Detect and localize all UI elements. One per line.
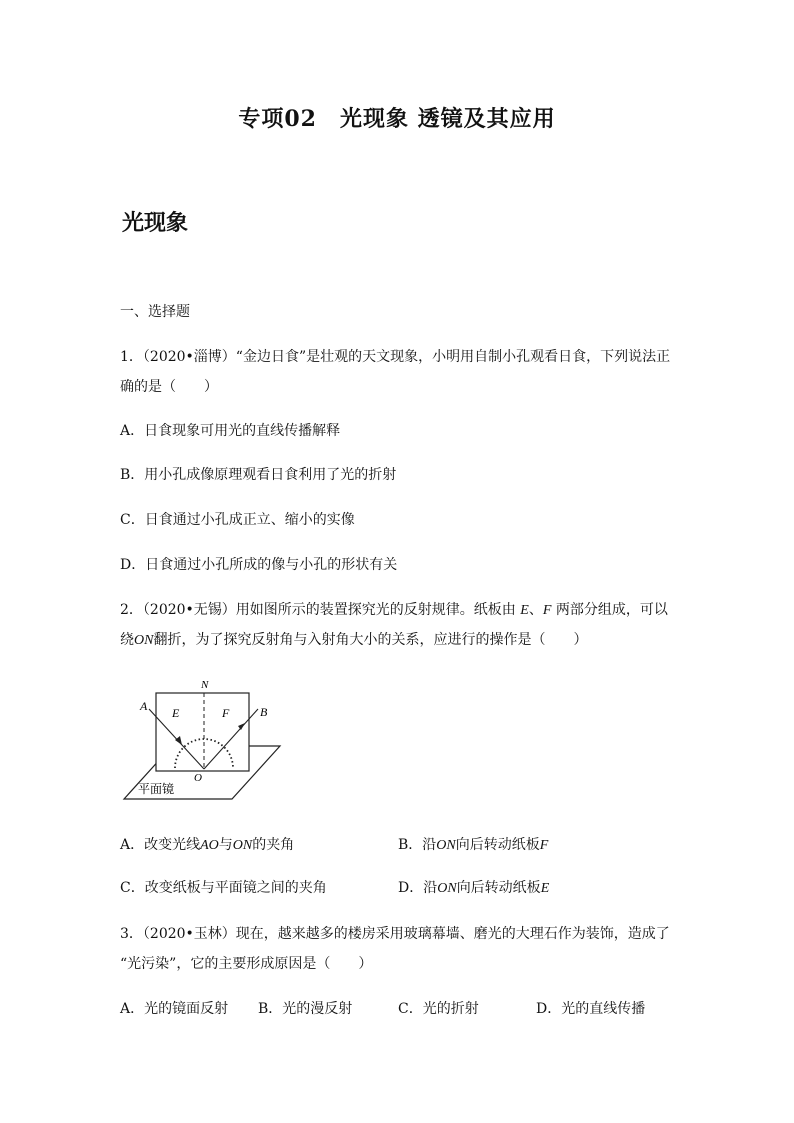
q2-option-d: D．沿ON向后转动纸板E [398, 880, 550, 896]
q1-stem-line1: 1．（2020•淄博）“金边日食”是壮观的天文现象，小明用自制小孔观看日食，下列说法正 [120, 349, 671, 365]
label-a: A [140, 699, 148, 713]
q1-option-d: D．日食通过小孔所成的像与小孔的形状有关 [120, 557, 398, 573]
label-f-board: F [222, 706, 230, 720]
label-f: F [542, 603, 552, 618]
label-on: ON [134, 633, 154, 648]
q2-option-b: B．沿ON向后转动纸板F [398, 837, 549, 853]
q3-stem-line2: “光污染”，它的主要形成原因是（ ） [120, 956, 373, 972]
q2-option-c: C．改变纸板与平面镜之间的夹角 [120, 880, 327, 896]
q2-stem-line2: 绕ON翻折，为了探究反射角与入射角大小的关系，应进行的操作是（ ） [120, 632, 588, 648]
q3-option-c: C．光的折射 [398, 1001, 479, 1017]
label-e: E [520, 603, 529, 618]
label-o: O [194, 772, 202, 784]
label-b: B [260, 705, 268, 719]
q1-option-c: C．日食通过小孔成正立、缩小的实像 [120, 512, 355, 528]
label-mirror: 平面镜 [138, 782, 175, 796]
q1-option-a: A．日食现象可用光的直线传播解释 [120, 423, 341, 439]
q2-option-a: A．改变光线AO与ON的夹角 [120, 837, 295, 853]
section-heading: 光现象 [122, 210, 189, 236]
label-n: N [201, 679, 209, 691]
q3-option-a: A．光的镜面反射 [120, 1001, 229, 1017]
q3-option-b: B．光的漫反射 [258, 1001, 353, 1017]
part-heading: 一、选择题 [120, 304, 190, 320]
label-e-board: E [172, 706, 180, 720]
q3-option-d: D．光的直线传播 [536, 1001, 646, 1017]
q3-stem-line1: 3．（2020•玉林）现在，越来越多的楼房采用玻璃幕墙、磨光的大理石作为装饰，造成了 [120, 926, 670, 942]
reflection-apparatus-figure [116, 672, 288, 806]
page-title: 专项02 光现象 透镜及其应用 [238, 106, 556, 132]
q1-option-b: B．用小孔成像原理观看日食利用了光的折射 [120, 467, 397, 483]
q1-stem-line2: 确的是（ ） [120, 379, 218, 395]
q2-stem-line1: 2．（2020•无锡）用如图所示的装置探究光的反射规律。纸板由 E、F 两部分组成，可以 [120, 602, 668, 618]
